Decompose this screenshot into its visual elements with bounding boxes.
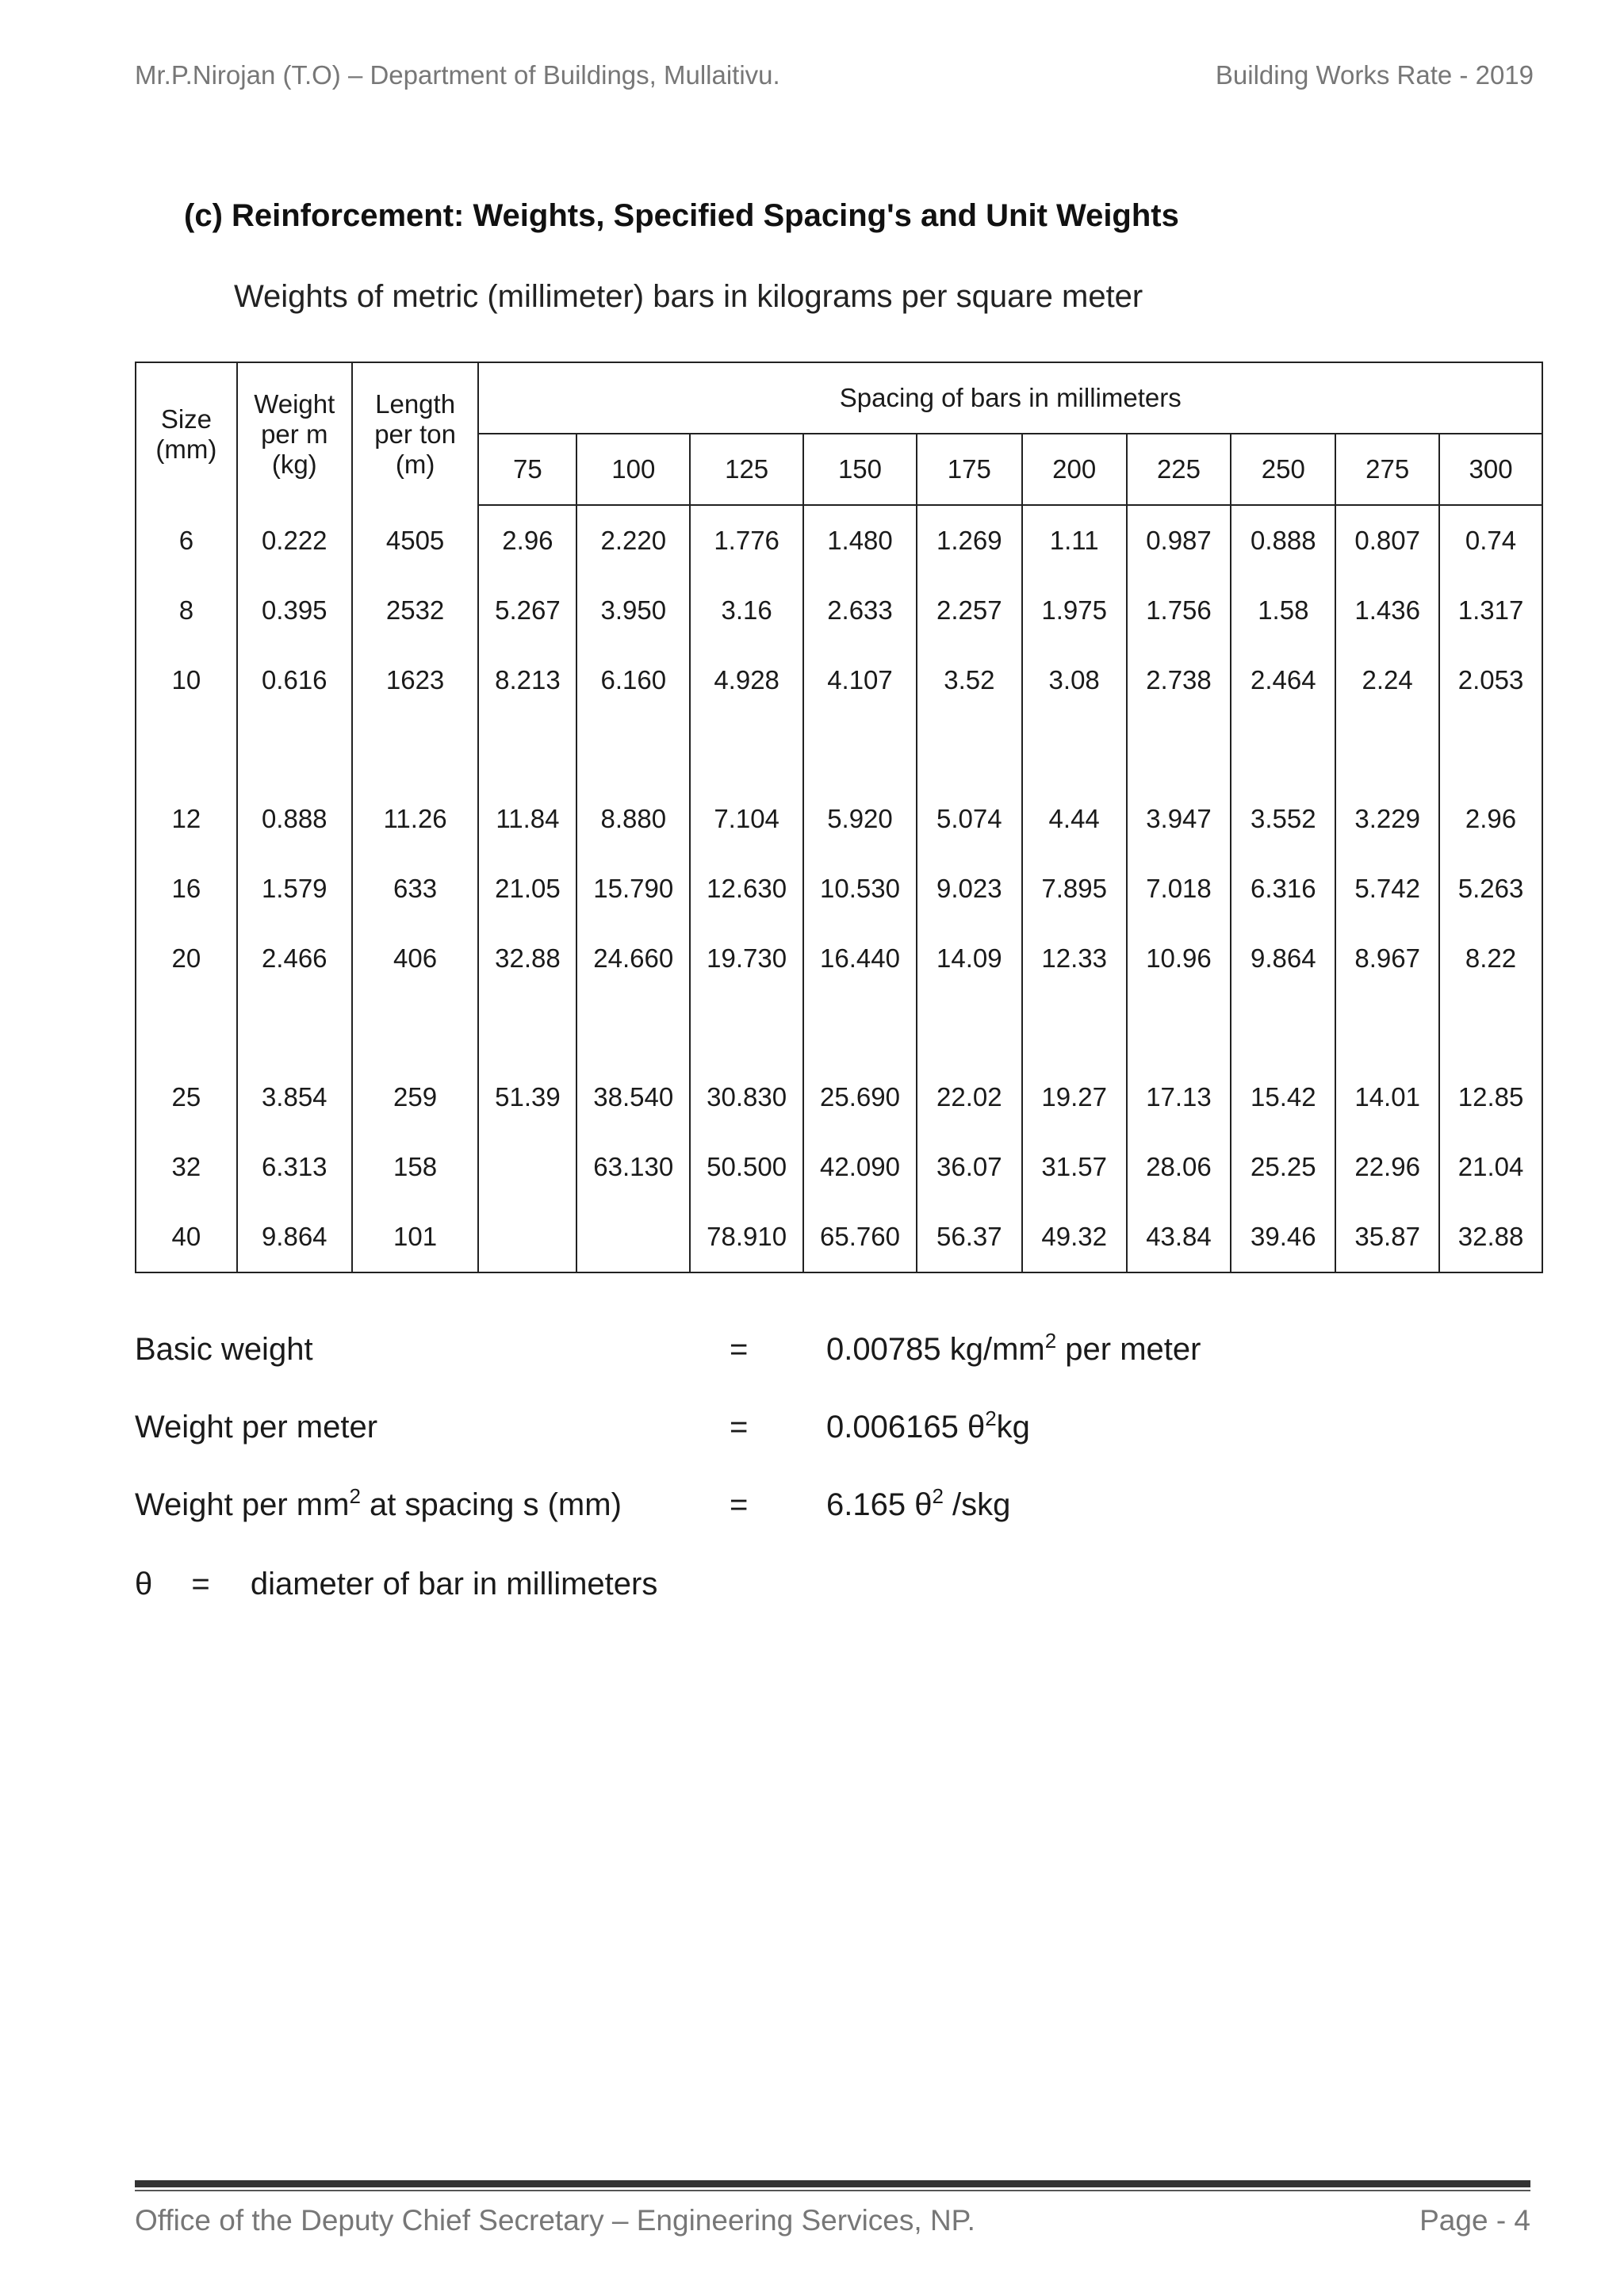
spacing-col-300: 300	[1439, 434, 1542, 505]
table-cell: 9.864	[237, 1202, 352, 1272]
table-cell: 50.500	[690, 1132, 803, 1202]
footer-rule-thin	[135, 2190, 1530, 2191]
table-cell: 259	[352, 1062, 479, 1132]
table-cell: 8	[136, 576, 237, 645]
table-cell: 32	[136, 1132, 237, 1202]
table-cell: 19.27	[1022, 1062, 1127, 1132]
table-cell: 3.947	[1127, 784, 1231, 854]
table-cell: 0.888	[1231, 505, 1335, 576]
table-cell: 3.552	[1231, 784, 1335, 854]
table-cell: 7.018	[1127, 854, 1231, 924]
table-cell: 16.440	[803, 924, 917, 993]
table-cell: 1.756	[1127, 576, 1231, 645]
table-cell: 1.317	[1439, 576, 1542, 645]
table-cell	[478, 1132, 576, 1202]
table-cell: 1.480	[803, 505, 917, 576]
col-header-weight: Weight per m (kg)	[237, 362, 352, 505]
table-cell: 39.46	[1231, 1202, 1335, 1272]
table-cell: 1.975	[1022, 576, 1127, 645]
table-row	[136, 1062, 1542, 1132]
table-cell: 3.229	[1335, 784, 1439, 854]
table-cell	[478, 1202, 576, 1272]
table-cell: 5.074	[917, 784, 1022, 854]
table-row	[136, 854, 1542, 924]
table-cell: 22.96	[1335, 1132, 1439, 1202]
header-right: Building Works Rate - 2019	[1215, 60, 1534, 90]
table-cell: 6.160	[576, 645, 690, 715]
table-cell: 17.13	[1127, 1062, 1231, 1132]
table-cell: 22.02	[917, 1062, 1022, 1132]
table-cell: 4.44	[1022, 784, 1127, 854]
table-cell: 4.107	[803, 645, 917, 715]
spacing-col-250: 250	[1231, 434, 1335, 505]
table-cell: 2.257	[917, 576, 1022, 645]
table-cell: 406	[352, 924, 479, 993]
table-cell: 20	[136, 924, 237, 993]
table-cell: 0.888	[237, 784, 352, 854]
table-cell: 1.776	[690, 505, 803, 576]
table-row	[136, 645, 1542, 715]
table-cell: 32.88	[478, 924, 576, 993]
table-cell: 10.530	[803, 854, 917, 924]
spacing-col-200: 200	[1022, 434, 1127, 505]
table-cell: 3.52	[917, 645, 1022, 715]
table-cell: 25	[136, 1062, 237, 1132]
table-cell: 12.630	[690, 854, 803, 924]
table-cell: 35.87	[1335, 1202, 1439, 1272]
table-cell: 0.222	[237, 505, 352, 576]
table-cell: 0.395	[237, 576, 352, 645]
spacing-col-75: 75	[478, 434, 576, 505]
footer-rule-thick	[135, 2180, 1530, 2187]
table-cell: 5.267	[478, 576, 576, 645]
table-cell: 32.88	[1439, 1202, 1542, 1272]
table-cell: 2.24	[1335, 645, 1439, 715]
table-cell: 2.053	[1439, 645, 1542, 715]
table-cell: 0.616	[237, 645, 352, 715]
table-cell: 11.84	[478, 784, 576, 854]
table-cell: 8.880	[576, 784, 690, 854]
table-spacer-row	[136, 715, 1542, 784]
table-cell: 2532	[352, 576, 479, 645]
table-cell: 0.74	[1439, 505, 1542, 576]
spacing-col-100: 100	[576, 434, 690, 505]
table-cell: 30.830	[690, 1062, 803, 1132]
table-cell: 10.96	[1127, 924, 1231, 993]
header-left: Mr.P.Nirojan (T.O) – Department of Buildings, Mullaitivu.	[135, 60, 780, 90]
table-cell: 19.730	[690, 924, 803, 993]
table-cell: 8.213	[478, 645, 576, 715]
table-row	[136, 1132, 1542, 1202]
footer-page-number: Page - 4	[1419, 2204, 1530, 2237]
table-cell: 21.05	[478, 854, 576, 924]
table-row	[136, 576, 1542, 645]
table-cell: 12.85	[1439, 1062, 1542, 1132]
table-cell: 1623	[352, 645, 479, 715]
table-row	[136, 1202, 1542, 1272]
table-cell: 25.25	[1231, 1132, 1335, 1202]
table-cell: 3.854	[237, 1062, 352, 1132]
table-cell: 2.96	[478, 505, 576, 576]
spacing-col-275: 275	[1335, 434, 1439, 505]
table-cell: 0.987	[1127, 505, 1231, 576]
table-cell: 14.01	[1335, 1062, 1439, 1132]
table-cell: 8.22	[1439, 924, 1542, 993]
table-cell: 40	[136, 1202, 237, 1272]
table-cell: 3.08	[1022, 645, 1127, 715]
section-title: (c) Reinforcement: Weights, Specified Spacing's and Unit Weights	[184, 198, 1179, 233]
table-subtitle: Weights of metric (millimeter) bars in kilograms per square meter	[234, 279, 1143, 314]
table-cell: 1.269	[917, 505, 1022, 576]
table-cell: 25.690	[803, 1062, 917, 1132]
table-cell: 4.928	[690, 645, 803, 715]
table-cell: 14.09	[917, 924, 1022, 993]
table-cell: 56.37	[917, 1202, 1022, 1272]
table-cell: 3.16	[690, 576, 803, 645]
col-header-length: Length per ton (m)	[352, 362, 479, 505]
table-cell: 42.090	[803, 1132, 917, 1202]
table-cell	[576, 1202, 690, 1272]
table-cell: 5.742	[1335, 854, 1439, 924]
table-cell: 1.579	[237, 854, 352, 924]
table-cell: 2.466	[237, 924, 352, 993]
table-cell: 7.895	[1022, 854, 1127, 924]
table-cell: 9.864	[1231, 924, 1335, 993]
table-cell: 7.104	[690, 784, 803, 854]
table-cell: 1.436	[1335, 576, 1439, 645]
table-spacer-row	[136, 993, 1542, 1062]
table-cell: 12	[136, 784, 237, 854]
spacing-header: Spacing of bars in millimeters	[478, 362, 1542, 434]
spacing-col-150: 150	[803, 434, 917, 505]
table-cell: 21.04	[1439, 1132, 1542, 1202]
table-cell: 8.967	[1335, 924, 1439, 993]
table-cell: 65.760	[803, 1202, 917, 1272]
table-cell: 2.464	[1231, 645, 1335, 715]
table-cell: 6	[136, 505, 237, 576]
table-cell: 5.920	[803, 784, 917, 854]
table-cell: 38.540	[576, 1062, 690, 1132]
table-cell: 0.807	[1335, 505, 1439, 576]
table-cell: 1.11	[1022, 505, 1127, 576]
spacing-col-125: 125	[690, 434, 803, 505]
table-cell: 2.96	[1439, 784, 1542, 854]
col-header-size: Size (mm)	[136, 362, 237, 505]
table-cell: 63.130	[576, 1132, 690, 1202]
table-cell: 36.07	[917, 1132, 1022, 1202]
table-cell: 11.26	[352, 784, 479, 854]
table-cell: 101	[352, 1202, 479, 1272]
table-cell: 24.660	[576, 924, 690, 993]
table-cell: 9.023	[917, 854, 1022, 924]
spacing-col-175: 175	[917, 434, 1022, 505]
table-cell: 43.84	[1127, 1202, 1231, 1272]
table-cell: 15.42	[1231, 1062, 1335, 1132]
theta-definition: θ = diameter of bar in millimeters	[135, 1567, 658, 1601]
table-row	[136, 505, 1542, 576]
table-cell: 31.57	[1022, 1132, 1127, 1202]
table-cell: 2.738	[1127, 645, 1231, 715]
table-cell: 158	[352, 1132, 479, 1202]
table-cell: 28.06	[1127, 1132, 1231, 1202]
table-cell: 49.32	[1022, 1202, 1127, 1272]
table-cell: 15.790	[576, 854, 690, 924]
table-row	[136, 784, 1542, 854]
table-cell: 633	[352, 854, 479, 924]
table-cell: 16	[136, 854, 237, 924]
table-cell: 6.313	[237, 1132, 352, 1202]
table-cell: 51.39	[478, 1062, 576, 1132]
table-cell: 5.263	[1439, 854, 1542, 924]
table-cell: 6.316	[1231, 854, 1335, 924]
table-cell: 78.910	[690, 1202, 803, 1272]
footer-left: Office of the Deputy Chief Secretary – Engineering Services, NP.	[135, 2204, 975, 2237]
table-cell: 1.58	[1231, 576, 1335, 645]
table-cell: 3.950	[576, 576, 690, 645]
table-cell: 12.33	[1022, 924, 1127, 993]
spacing-col-225: 225	[1127, 434, 1231, 505]
table-row	[136, 924, 1542, 993]
table-cell: 10	[136, 645, 237, 715]
table-cell: 2.633	[803, 576, 917, 645]
table-cell: 4505	[352, 505, 479, 576]
table-cell: 2.220	[576, 505, 690, 576]
reinforcement-weights-table	[135, 362, 1543, 1273]
